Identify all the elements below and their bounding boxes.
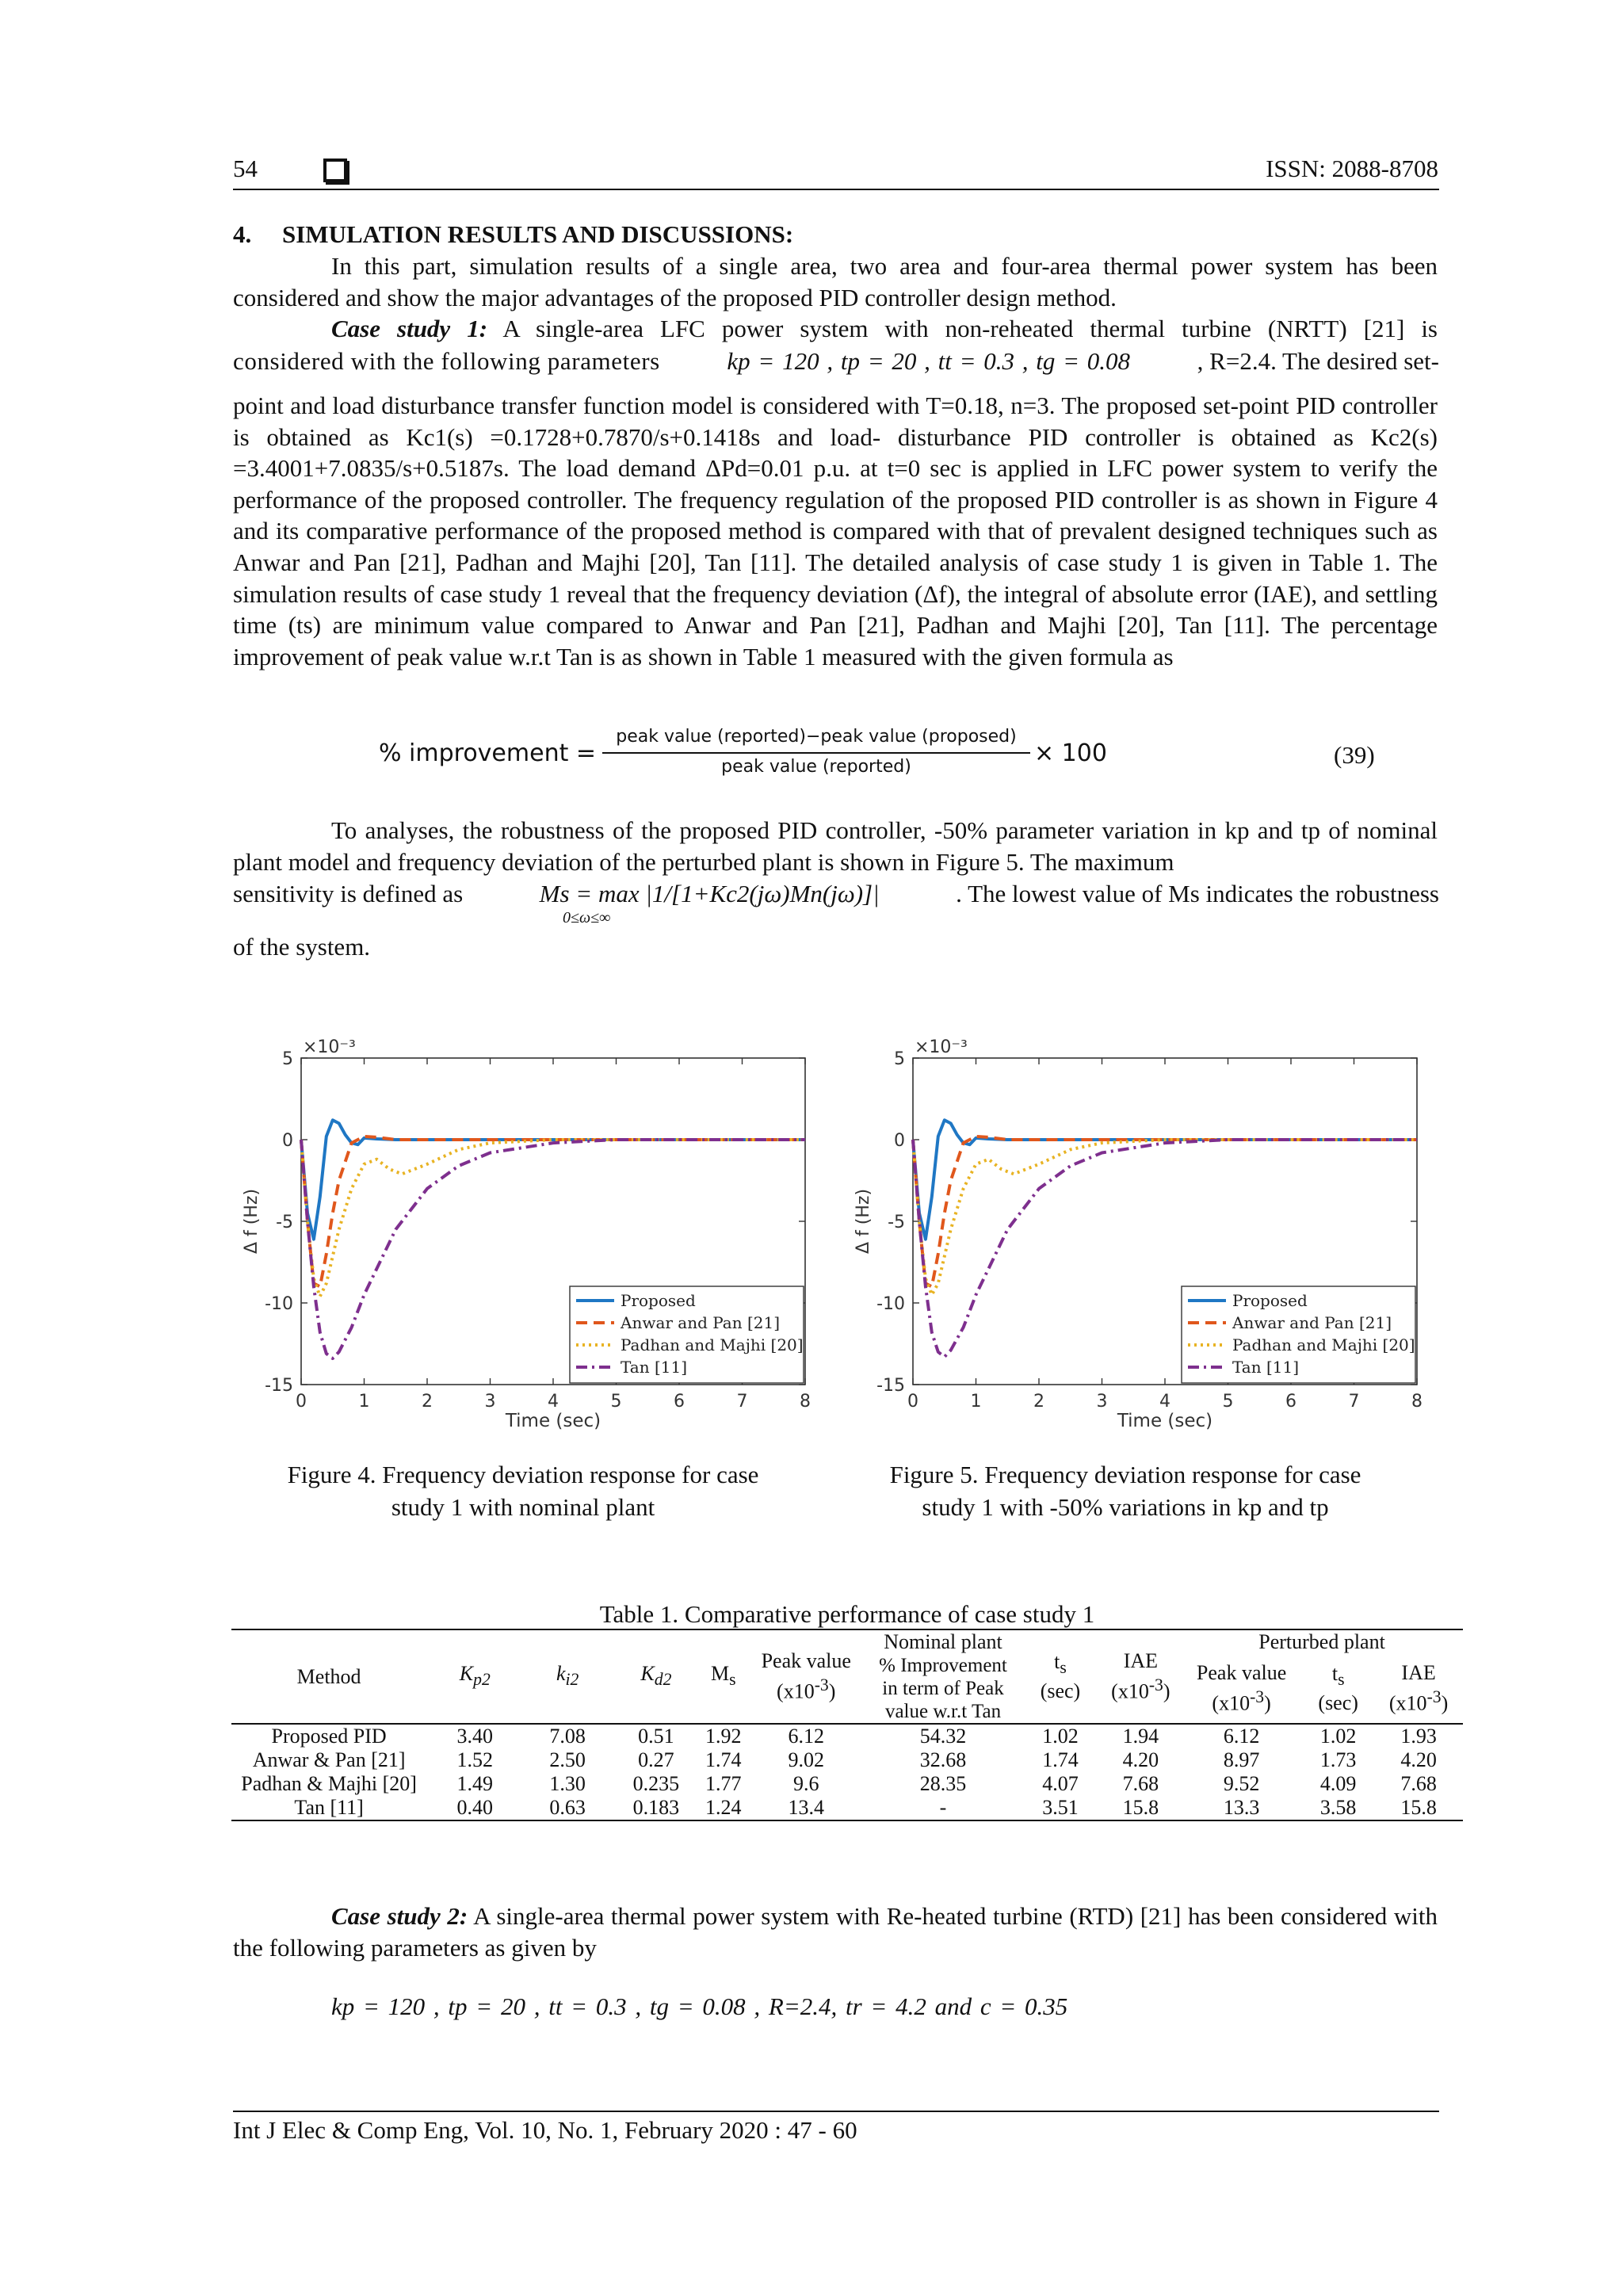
th-peak2: Peak value $(x10^{-3})$ [1196, 1661, 1287, 1715]
th-improvement: % Improvement in term of Peak value w.r.t Tan [879, 1655, 1007, 1722]
table-cell-ki: 1.30 [549, 1772, 586, 1795]
th-kd: $K_{d2}$ [612, 1629, 701, 1724]
table-header-row [231, 1629, 1463, 1654]
table-cell-iae2: 1.93 [1374, 1724, 1463, 1748]
footer-citation: Int J Elec & Comp Eng, Vol. 10, No. 1, February 2020 : 47 - 60 [233, 2116, 857, 2144]
table-row [231, 1748, 1463, 1772]
th-ts2: $t_s$ (sec) [1318, 1661, 1358, 1715]
legend [570, 1286, 804, 1383]
legend-entry: Tan [11] [621, 1358, 688, 1377]
x-tick-label: 8 [800, 1392, 811, 1412]
table-cell-impr: - [866, 1796, 1021, 1820]
table-cell-kp: 1.49 [456, 1772, 494, 1795]
y-multiplier-label: ×10⁻³ [915, 1037, 968, 1057]
page-number: 54 [233, 155, 258, 182]
paragraph-cs1-line2: considered with the following parameters kp = 120 , tp = 20 , tt = 0.3 , tg = 0.08 , R=2.4. The desired set- [233, 347, 1439, 375]
y-tick-label: 5 [894, 1049, 905, 1069]
series-line [301, 1120, 805, 1239]
table-cell-iae: 15.8 [1101, 1796, 1181, 1820]
table-cell-ts2: 4.09 [1319, 1772, 1357, 1795]
th-kp: $K_{p2}$ [426, 1629, 523, 1724]
table-cell-iae2: 4.20 [1400, 1748, 1437, 1771]
table-cell-peak: 13.4 [747, 1796, 866, 1820]
x-tick-label: 3 [484, 1392, 496, 1412]
x-tick-label: 0 [296, 1392, 307, 1412]
table-cell-ms: 1.92 [701, 1724, 747, 1748]
table-cell-kp: 3.40 [426, 1724, 523, 1748]
th-iae: IAE $(x10^{-3})$ [1101, 1629, 1181, 1724]
case-study-2-label: Case study 2: [331, 1902, 468, 1930]
eq39-numerator: peak value (reported)−peak value (proposed) [616, 727, 1017, 747]
eq39-denominator: peak value (reported) [721, 757, 911, 777]
table-cell-iae: 4.20 [1122, 1748, 1159, 1771]
checkbox-square-icon [323, 159, 347, 182]
section-title: 4. SIMULATION RESULTS AND DISCUSSIONS: [233, 220, 794, 248]
table-cell-ts: 1.74 [1042, 1748, 1079, 1771]
table-cell-impr: 28.35 [919, 1772, 967, 1795]
table-cell-iae2: 15.8 [1374, 1796, 1463, 1820]
header-rule [233, 189, 1439, 190]
figure-4-caption: Figure 4. Frequency deviation response for case study 1 with nominal plant [287, 1461, 759, 1521]
th-ts: $t_s$ (sec) [1020, 1629, 1100, 1724]
y-multiplier-label: ×10⁻³ [303, 1037, 356, 1057]
table-1 [231, 1629, 1463, 1821]
th-iae2: IAE $(x10^{-3})$ [1388, 1661, 1449, 1715]
table-row [231, 1796, 1463, 1820]
table-cell-iae: 7.68 [1122, 1772, 1159, 1795]
paragraph-cs2: Case study 2: A single-area thermal power system with Re-heated turbine (RTD) [21] has been considered with the following parameters as given by [233, 1902, 1438, 1962]
issn: ISSN: 2088-8708 [1266, 155, 1438, 182]
th-method: Method [231, 1629, 426, 1724]
legend-entry: Anwar and Pan [21] [621, 1313, 781, 1332]
table-cell-ki: 7.08 [523, 1724, 612, 1748]
case-study-1-label: Case study 1: [331, 315, 488, 343]
th-ki: $k_{i2}$ [523, 1629, 612, 1724]
x-tick-label: 6 [1285, 1392, 1296, 1412]
x-tick-label: 5 [1222, 1392, 1234, 1412]
legend-entry: Padhan and Majhi [20] [1232, 1335, 1415, 1354]
table-cell-ts2: 3.58 [1302, 1796, 1374, 1820]
legend-entry: Padhan and Majhi [20] [621, 1335, 804, 1354]
y-tick-label: -5 [888, 1213, 905, 1232]
th-group-nominal: Nominal plant [866, 1629, 1021, 1654]
th-group-perturbed: Perturbed plant [1181, 1629, 1463, 1654]
x-tick-label: 3 [1096, 1392, 1108, 1412]
x-tick-label: 6 [674, 1392, 685, 1412]
ms-formula: Ms = max |1/[1+Kc2(jω)Mn(jω)]| [539, 880, 880, 907]
th-ms: $M_s$ [701, 1629, 747, 1724]
table-row [231, 1772, 1463, 1796]
x-tick-label: 7 [1348, 1392, 1360, 1412]
table-cell-ts: 1.02 [1020, 1724, 1100, 1748]
table-cell-method: Anwar & Pan [21] [252, 1748, 406, 1771]
cs2-params: kp = 120 , tp = 20 , tt = 0.3 , tg = 0.08 , R=2.4, tr = 4.2 and c = 0.35 [331, 1992, 1068, 2020]
y-tick-label: -5 [276, 1213, 293, 1232]
footer-rule [233, 2111, 1439, 2112]
table-cell-method: Tan [11] [231, 1796, 426, 1820]
legend [1182, 1286, 1415, 1383]
table-cell-kp: 0.40 [426, 1796, 523, 1820]
table-cell-ki: 2.50 [549, 1748, 586, 1771]
table-cell-impr: 54.32 [866, 1724, 1021, 1748]
series-line [913, 1120, 1417, 1239]
paragraph-robustness-end: of the system. [233, 933, 371, 961]
table-cell-iae2: 7.68 [1400, 1772, 1437, 1795]
table-cell-ms: 1.77 [705, 1772, 742, 1795]
table-cell-peak2: 8.97 [1223, 1748, 1260, 1771]
table-cell-ts: 3.51 [1020, 1796, 1100, 1820]
intro-text [233, 250, 1438, 345]
table-cell-impr: 32.68 [919, 1748, 967, 1771]
table-cell-peak2: 13.3 [1181, 1796, 1302, 1820]
legend-entry: Anwar and Pan [21] [1232, 1313, 1392, 1332]
table-cell-kd: 0.27 [638, 1748, 674, 1771]
table-cell-ts: 4.07 [1042, 1772, 1079, 1795]
y-tick-label: 5 [282, 1049, 293, 1069]
eq39-fraction-bar [602, 752, 1030, 754]
table-cell-kd: 0.183 [612, 1796, 701, 1820]
y-tick-label: -10 [265, 1294, 293, 1314]
y-axis-label: Δ f (Hz) [242, 1188, 262, 1255]
legend-entry: Proposed [1232, 1291, 1308, 1310]
cs1-params: kp = 120 , tp = 20 , tt = 0.3 , tg = 0.08 [727, 347, 1131, 375]
x-tick-label: 4 [1159, 1392, 1170, 1412]
eq39-lhs: % improvement = [379, 739, 597, 767]
y-tick-label: -15 [265, 1376, 293, 1396]
table-row [231, 1724, 1463, 1748]
series-line [301, 1140, 805, 1297]
th-peak: Peak value $(x10^{-3})$ [747, 1629, 866, 1724]
table-cell-iae: 1.94 [1101, 1724, 1181, 1748]
x-tick-label: 0 [907, 1392, 918, 1412]
figure-4-chart [230, 1022, 832, 1442]
figure-5-caption: Figure 5. Frequency deviation response for case study 1 with -50% variations in kp and tp [889, 1461, 1361, 1521]
table-cell-peak2: 6.12 [1181, 1724, 1302, 1748]
table-cell-peak: 9.6 [792, 1772, 819, 1795]
y-tick-label: 0 [894, 1131, 905, 1151]
table-cell-method: Proposed PID [231, 1724, 426, 1748]
legend-entry: Tan [11] [1232, 1358, 1300, 1377]
paragraph-cs1-line1: Case study 1: A single-area LFC power system with non-reheated thermal turbine (NRTT) [21] is [331, 315, 1438, 343]
paragraph-robustness-line3: sensitivity is defined as Ms = max |1/[1+Kc2(jω)Mn(jω)]| . The lowest value of Ms indicates the robustness [233, 880, 1439, 907]
y-tick-label: 0 [282, 1131, 293, 1151]
x-tick-label: 2 [1033, 1392, 1044, 1412]
x-tick-label: 4 [548, 1392, 559, 1412]
legend-entry: Proposed [621, 1291, 696, 1310]
table-cell-ms: 1.74 [705, 1748, 742, 1771]
table-cell-peak: 6.12 [747, 1724, 866, 1748]
table-1-caption: Table 1. Comparative performance of case study 1 [599, 1600, 1095, 1628]
x-tick-label: 5 [610, 1392, 622, 1412]
eq39-rhs: × 100 [1034, 739, 1107, 767]
table-body [231, 1724, 1463, 1820]
table-cell-kp: 1.52 [456, 1748, 494, 1771]
paragraph-robustness: To analyses, the robustness of the proposed PID controller, -50% parameter variation in kp and tp of nominal plant model and frequency deviation of the perturbed plant is shown in Figure 5. The maximum [233, 816, 1438, 876]
x-tick-label: 1 [358, 1392, 370, 1412]
y-tick-label: -10 [876, 1294, 905, 1314]
figure-5-chart [842, 1022, 1444, 1442]
table-cell-ki: 0.63 [523, 1796, 612, 1820]
table-cell-ts2: 1.02 [1302, 1724, 1374, 1748]
table-cell-ms: 1.24 [701, 1796, 747, 1820]
paragraph-intro: In this part, simulation results of a single area, two area and four-area thermal power system has been considered and show the major advantages of the proposed PID controller design method. [233, 252, 1438, 311]
table-cell-peak: 9.02 [788, 1748, 824, 1771]
series-line [913, 1140, 1417, 1295]
table-cell-method: Padhan & Majhi [20] [241, 1772, 417, 1795]
series-line [913, 1137, 1417, 1287]
table-cell-peak2: 9.52 [1223, 1772, 1260, 1795]
paragraph-cs1-body: point and load disturbance transfer function model is considered with T=0.18, n=3. The proposed set-point PID controller is obtained as Kc1(s) =0.1728+0.7870/s+0.1418s and load- disturbance PID controller is obtained as Kc2(s) =3.4001+7.0835/s+0.5187s. The load demand ΔPd=0.01 p.u. at t=0 sec is applied in LFC power system to verify the performance of the proposed controller. The frequency regulation of the proposed PID controller is as shown in Figure 4 and its comparative performance of the proposed method is compared with that of prevalent designed techniques such as Anwar and Pan [21], Padhan and Majhi [20], Tan [11]. The detailed analysis of case study 1 is given in Table 1. The simulation results of case study 1 reveal that the frequency deviation (Δf), the integral of absolute error (IAE), and settling time (ts) are minimum value compared to Anwar and Pan [21], Padhan and Majhi [20], Tan [11]. The percentage improvement of peak value w.r.t Tan is as shown in Table 1 measured with the given formula as [233, 392, 1438, 670]
x-tick-label: 8 [1411, 1392, 1423, 1412]
y-tick-label: -15 [876, 1376, 905, 1396]
ms-formula-subscript: 0≤ω≤∞ [563, 909, 611, 926]
y-axis-label: Δ f (Hz) [854, 1188, 873, 1255]
table-cell-ts2: 1.73 [1319, 1748, 1357, 1771]
table-cell-kd: 0.235 [632, 1772, 680, 1795]
x-axis-label: Time (sec) [505, 1411, 601, 1431]
x-axis-label: Time (sec) [1117, 1411, 1213, 1431]
x-tick-label: 7 [736, 1392, 748, 1412]
table-cell-kd: 0.51 [612, 1724, 701, 1748]
x-tick-label: 2 [422, 1392, 433, 1412]
eq39-number: (39) [1334, 741, 1375, 769]
x-tick-label: 1 [970, 1392, 982, 1412]
